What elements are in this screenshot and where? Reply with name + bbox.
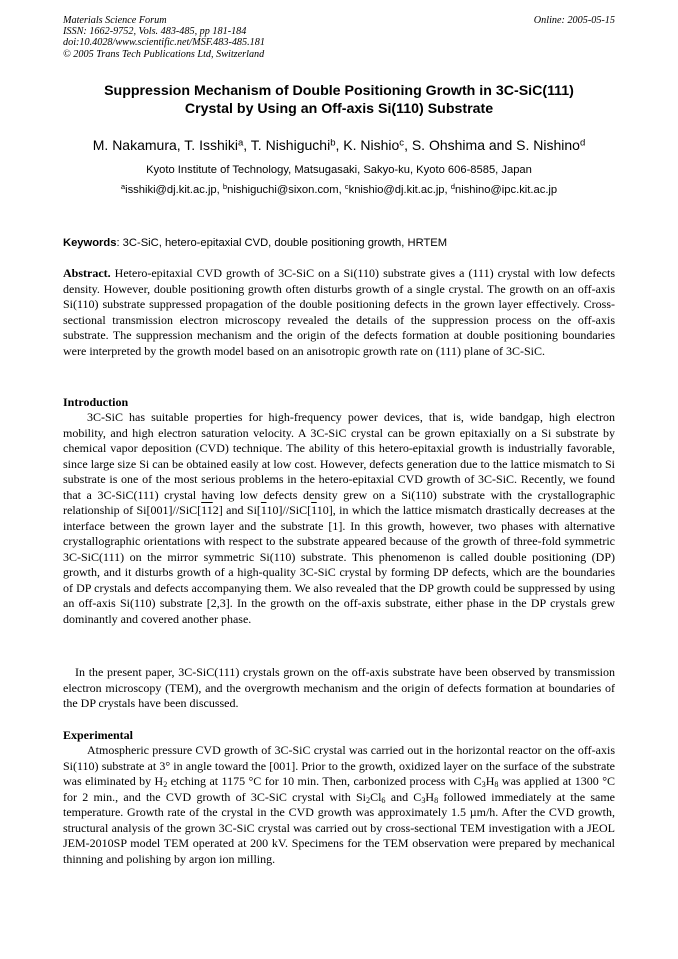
author-sup: a: [237, 137, 244, 149]
section-heading-experimental: Experimental: [63, 728, 133, 742]
title-line-2: Crystal by Using an Off-axis Si(110) Substrate: [184, 101, 494, 117]
author-text: , K. Nishio: [335, 137, 400, 153]
keywords-text: : 3C-SiC, hetero-epitaxial CVD, double positioning growth, HRTEM: [116, 237, 448, 249]
doi-line: doi:10.4028/www.scientific.net/MSF.483-485.181: [63, 37, 265, 49]
email-list: [40, 182, 638, 198]
author-text: , S. Ohshima and S. Nishino: [404, 137, 580, 153]
intro-text: 3C-SiC has suitable properties for high-frequency power devices, that is, wide bandgap, high electron mobility, and high electron saturation velocity. A 3C-SiC crystal can be grown epitaxially on a Si substrate by chemical vapor deposition (CVD) technique. The ability of this hetero-epitaxial growth is industrially favorable, since large size Si can be obtained easily at low cost. However, defects generation due to the lattice mismatch to Si substrate is one of the most serious problems in the hetero-epitaxial CVD growth of 3C-SiC. Recently, we found that a 3C-SiC(111) crystal having low defects density grew on a Si(110) substrate with the crystallographic relationship of Si[001]//SiC[: [63, 410, 615, 517]
subscript: 3: [421, 795, 426, 805]
subscript: 8: [434, 795, 439, 805]
title-line-1: Suppression Mechanism of Double Positioning Growth in 3C-SiC(111): [104, 83, 574, 99]
author-text: , T. Nishiguchi: [243, 137, 331, 153]
issn-line: ISSN: 1662-9752, Vols. 483-485, pp 181-184: [63, 26, 247, 38]
keywords-label: Keywords: [63, 237, 117, 249]
author-sup: b: [330, 137, 336, 149]
journal-header: [63, 15, 615, 60]
experimental-paragraph: [63, 743, 615, 867]
subscript: 2: [366, 795, 371, 805]
exp-text: was applied at 1300 °C for 2 min., and the CVD growth of 3C-SiC crystal with Si: [63, 774, 615, 804]
overbar-index: 1: [260, 503, 267, 517]
exp-text: followed immediately at the same temperature. Growth rate of the crystal in the CVD growth was approximately 1.5 µm/h. After the CVD growth, structural analysis of the grown 3C-SiC crystal was carried out by cross-sectional TEM investigation with a JEOL JEM-2010SP model TEM operated at 200 kV. Specimens for the TEM observation were prepared by mechanical thinning and polishing by argon ion milling.: [63, 789, 615, 866]
email-address[interactable]: nishiguchi@sixon.com,: [227, 184, 345, 196]
abstract: [63, 266, 615, 359]
exp-text: etching at 1175 °C for 10 min. Then, carbonized process with C: [167, 774, 482, 788]
affiliation: Kyoto Institute of Technology, Matsugasaki, Sakyo-ku, Kyoto 606-8585, Japan: [146, 164, 532, 176]
section-heading-introduction: Introduction: [63, 395, 129, 409]
abstract-text: Hetero-epitaxial CVD growth of 3C-SiC on a Si(110) substrate gives a (111) crystal with low defects density. However, double positioning growth often disturbs growth of a single crystal. The growth on an off-axis Si(110) substrate suppressed propagation of the double positioning defects in the grown layer effectively. Cross-sectional transmission electron microscopy revealed the details of the suppression process on the off-axis substrate. The suppression mechanism and the origin of the defects formation at double positioning boundaries were interpreted by the growth model based on an anisotropic growth rate on (111) plane of 3C-SiC.: [63, 266, 615, 358]
exp-text: H: [425, 789, 435, 804]
intro-text: 10], in which the lattice mismatch drastically decreases at the interface between the grown layer and the substrate [1]. In this growth, however, two phases with alternative crystallographic orientations with respect to the substrate appeared because of the growth of three-fold symmetric 3C-SiC(111) on the mirror symmetric Si(110) substrate. This phenomenon is called double positioning (DP) growth, and it disturbs growth of a high-quality 3C-SiC crystal by forming DP defects, which are the boundaries of DP crystals and defects accompanying them. We also revealed that the DP growth could be suppressed by using an off-axis Si(110) substrate [2,3]. In the growth on the off-axis substrate, either phase in the DP crystals grew dominantly and covered another phase.: [63, 503, 616, 626]
email-address[interactable]: isshiki@dj.kit.ac.jp,: [125, 184, 223, 196]
email-sup: d: [450, 182, 455, 192]
email-address[interactable]: nishino@ipc.kit.ac.jp: [454, 184, 558, 196]
introduction-paragraph-2: In the present paper, 3C-SiC(111) crystals grown on the off-axis substrate have been observed by transmission electron microscopy (TEM), and the overgrowth mechanism and the origin of defects formation at boundaries of the DP crystals have been discussed.: [63, 665, 615, 710]
email-sup: c: [344, 182, 349, 192]
email-sup: b: [222, 182, 228, 192]
author-list: [40, 136, 638, 154]
email-address[interactable]: knishio@dj.kit.ac.jp,: [348, 184, 451, 196]
overbar-index: 11: [201, 503, 213, 517]
exp-text: Cl: [370, 789, 382, 804]
exp-text: Atmospheric pressure CVD growth of 3C-SiC crystal was carried out in the horizontal reactor on the off-axis Si(110) substrate at 3° in angle toward the [001]. Prior to the growth, oxidized layer on the surface of the substrate was eliminated by H: [63, 743, 615, 788]
subscript: 3: [481, 780, 486, 790]
abstract-label: Abstract.: [63, 266, 111, 280]
intro-text: 2] and Si[: [212, 503, 261, 517]
subscript: 6: [381, 795, 386, 805]
subscript: 2: [163, 780, 168, 790]
keywords: [63, 235, 615, 251]
intro-text: 10]//SiC[: [266, 503, 312, 517]
author-sup: c: [399, 137, 405, 149]
online-date: Online: 2005-05-15: [533, 15, 615, 26]
exp-text: H: [485, 774, 495, 788]
introduction-paragraph-1: [63, 410, 615, 627]
paper-title: [63, 82, 615, 118]
journal-name: Materials Science Forum: [63, 15, 167, 26]
subscript: 8: [494, 780, 499, 790]
copyright-line: © 2005 Trans Tech Publications Ltd, Switzerland: [63, 48, 265, 60]
email-sup: a: [120, 182, 126, 192]
exp-text: and C: [385, 789, 422, 804]
author-text: M. Nakamura, T. Isshiki: [92, 137, 238, 153]
overbar-index: 1: [311, 503, 317, 517]
author-sup: d: [579, 137, 586, 149]
